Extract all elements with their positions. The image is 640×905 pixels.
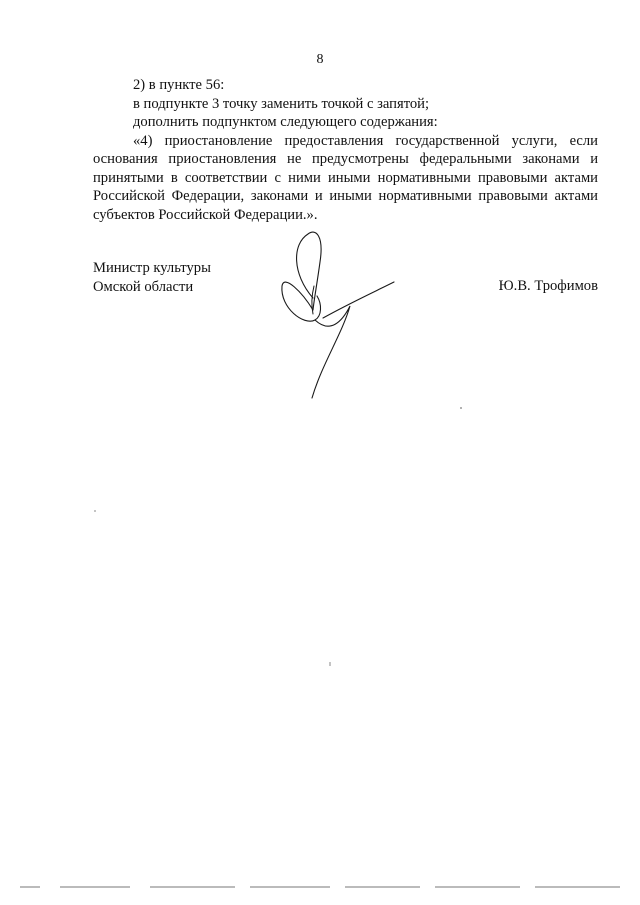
signatory-position-line-1: Министр культуры: [93, 260, 211, 276]
signatory-position: [93, 259, 211, 296]
page-number: 8: [316, 52, 324, 67]
handwritten-signature: [270, 222, 410, 402]
signatory-position-line-2: Омской области: [93, 278, 194, 295]
paragraph-item-2: 2) в пункте 56:: [133, 77, 225, 93]
document-body: [93, 76, 598, 224]
signatory-name: Ю.В. Трофимов: [498, 278, 598, 294]
paragraph-supplement: дополнить подпунктом следующего содержания:: [133, 114, 438, 130]
paragraph-subitem-3: в подпункте 3 точку заменить точкой с запятой;: [133, 95, 430, 112]
paragraph-quoted-subitem-4: «4) приостановление предоставления государственной услуги, если основания приостановления не предусмотрены федеральными законами и принятыми в соответствии с ними иными нормативными правовыми актами Российской Федерации, законами и иными нормативными правовыми актами субъектов Российской Федерации.».: [93, 132, 598, 223]
